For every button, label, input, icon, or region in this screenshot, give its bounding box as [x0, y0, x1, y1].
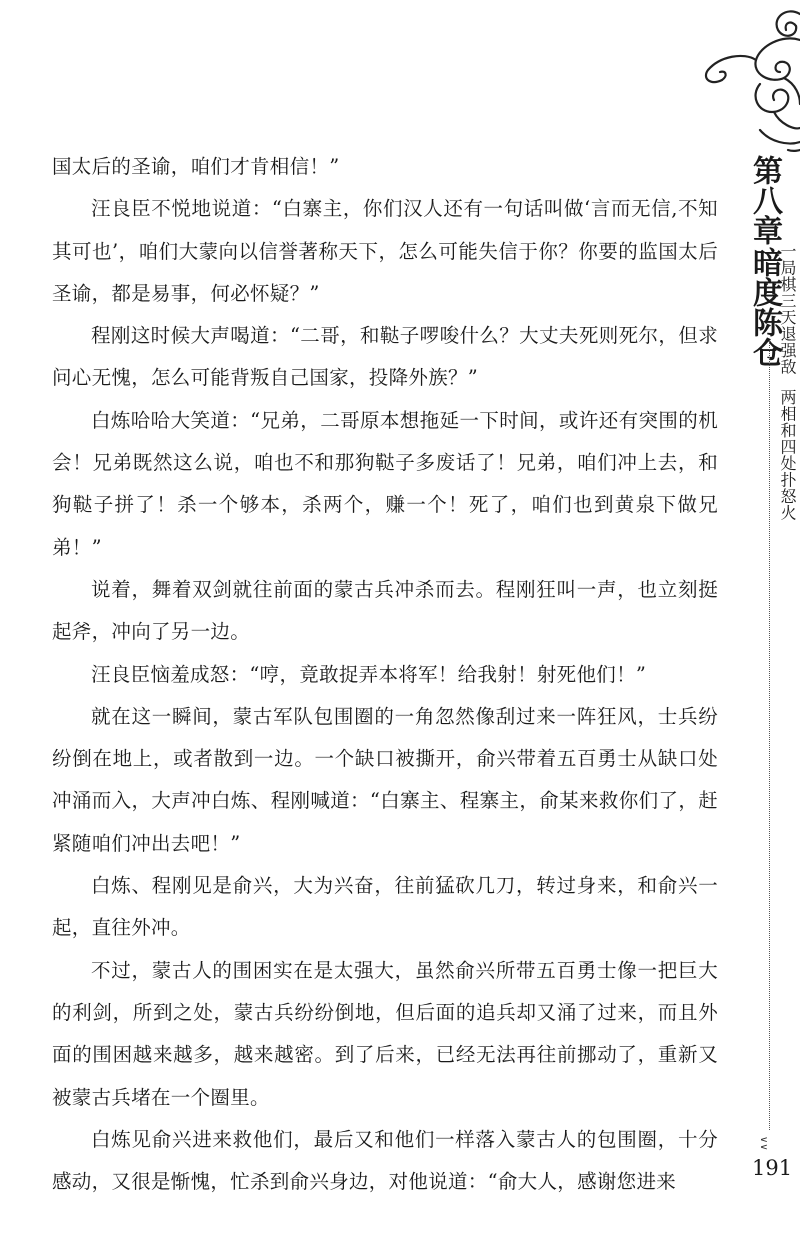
- paragraph: 汪良臣不悦地说道：“白寨主，你们汉人还有一句话叫做‘言而无信,不知其可也’，咱们大蒙向以信誉著称天下，怎么可能失信于你？你要的监国太后圣谕，都是易事，何必怀疑？”: [52, 197, 718, 305]
- chapter-sidebar: [740, 155, 800, 1155]
- paragraph: 白炼见俞兴进来救他们，最后又和他们一样落入蒙古人的包围圈，十分感动，又很是惭愧，忙杀到俞兴身边，对他说道：“俞大人，感谢您进来: [52, 1127, 718, 1194]
- chapter-number: 第八章: [747, 155, 782, 245]
- page-number: 191: [752, 1156, 793, 1180]
- paragraph: 不过，蒙古人的围困实在是太强大，虽然俞兴所带五百勇士像一把巨大的利剑，所到之处，蒙古兵纷纷倒地，但后面的追兵却又涌了过来，而且外面的围困越来越多，越来越密。到了后来，已经无法再往前挪动了，重新又被蒙古兵堵在一个圈里。: [52, 958, 718, 1109]
- chapter-subtitle: [777, 243, 797, 521]
- paragraph: 白炼哈哈大笑道：“兄弟，二哥原本想拖延一下时间，或许还有突围的机会！兄弟既然这么说，咱也不和那狗鞑子多废话了！兄弟，咱们冲上去，和狗鞑子拼了！杀一个够本，杀两个，赚一个！死了，咱们也到黄泉下做兄弟！”: [52, 408, 718, 559]
- cloud-ornament-icon: [700, 0, 800, 160]
- paragraph: 程刚这时候大声喝道：“二哥，和鞑子啰唆什么？大丈夫死则死尔，但求问心无愧，怎么可能背叛自己国家，投降外族？”: [52, 324, 718, 390]
- sidebar-divider: [769, 340, 770, 1130]
- paragraph: 白炼、程刚见是俞兴，大为兴奋，往前猛砍几刀，转过身来，和俞兴一起，直往外冲。: [52, 874, 718, 940]
- chapter-title: 暗度陈仓: [747, 247, 782, 367]
- subtitle-part-2: 两相和四处扑怒火: [778, 389, 797, 521]
- paragraph: 就在这一瞬间，蒙古军队包围圈的一角忽然像刮过来一阵狂风，士兵纷纷倒在地上，或者散到一边。一个缺口被撕开，俞兴带着五百勇士从缺口处冲涌而入，大声冲白炼、程刚喊道：“白寨主、程寨主，俞某来救你们了，赶紧随咱们冲出去吧！”: [52, 704, 718, 855]
- subtitle-part-1: 一局棋三天退强敌: [778, 243, 797, 375]
- body-text: [52, 146, 718, 1203]
- chevron-down-icon: ∨∨: [758, 1136, 769, 1151]
- paragraph: 国太后的圣谕，咱们才肯相信！”: [52, 155, 340, 178]
- paragraph: 说着，舞着双剑就往前面的蒙古兵冲杀而去。程刚狂叫一声，也立刻挺起斧，冲向了另一边。: [52, 577, 718, 644]
- paragraph: 汪良臣恼羞成怒：“哼，竟敢捉弄本将军！给我射！射死他们！”: [91, 662, 647, 686]
